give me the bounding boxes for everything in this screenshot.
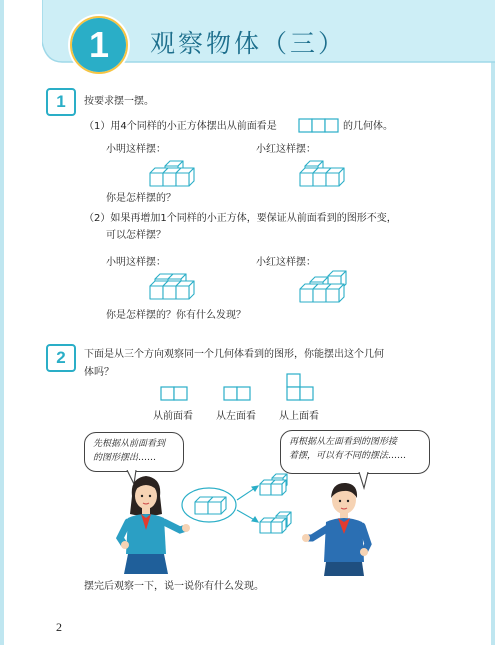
part-1-text-after: 的几何体。 bbox=[343, 121, 393, 132]
part-1-question: 你是怎样摆的？ bbox=[106, 193, 176, 204]
xiaohong-cubes-2 bbox=[298, 268, 362, 304]
view-label-front: 从前面看 bbox=[153, 411, 193, 422]
part-2-line-2: 可以怎样摆？ bbox=[106, 230, 166, 241]
page-title: 观察物体（三） bbox=[150, 29, 347, 58]
xiaohong-cubes-1 bbox=[298, 158, 358, 188]
boy-speech-line-1: 再根据从左面看到的图形接 bbox=[289, 437, 398, 447]
front-view-1x3-icon bbox=[298, 118, 340, 133]
boy-speech-line-2: 着摆，可以有不同的摆法…… bbox=[289, 451, 407, 461]
problem-2-number: 2 bbox=[46, 344, 76, 372]
problem-2-line-1: 下面是从三个方向观察同一个几何体看到的图形，你能摆出这个几何 bbox=[84, 349, 384, 360]
part-2-xiaoming-label: 小明这样摆： bbox=[106, 257, 166, 268]
right-border bbox=[491, 0, 495, 645]
view-label-top: 从上面看 bbox=[279, 411, 319, 422]
part-2-line-1: （2）如果再增加1个同样的小正方体，要保证从前面看到的图形不变， bbox=[84, 213, 397, 224]
xiaoming-cubes-1 bbox=[148, 158, 208, 188]
girl-speech-bubble bbox=[84, 432, 184, 472]
left-view-icon bbox=[223, 386, 253, 402]
boy-speech-bubble bbox=[280, 430, 430, 474]
lesson-badge bbox=[68, 14, 130, 76]
problem-1-number: 1 bbox=[46, 88, 76, 116]
option-b-cubes bbox=[258, 510, 298, 536]
front-view-icon bbox=[160, 386, 190, 402]
problem-2-line-2: 体吗？ bbox=[84, 367, 114, 378]
page-number: 2 bbox=[56, 620, 62, 634]
girl-speech-line-2: 的图形摆出…… bbox=[93, 453, 157, 463]
lesson-number: 1 bbox=[72, 18, 126, 72]
top-view-icon bbox=[286, 373, 316, 403]
part-1-text-before: （1）用4个同样的小正方体摆出从前面看是 bbox=[84, 121, 277, 132]
problem-1-instruction: 按要求摆一摆。 bbox=[84, 96, 154, 107]
girl-illustration bbox=[116, 474, 192, 574]
part-2-xiaohong-label: 小红这样摆： bbox=[256, 257, 316, 268]
part-1-xiaoming-label: 小明这样摆： bbox=[106, 144, 166, 155]
left-border bbox=[0, 0, 4, 645]
girl-speech-line-1: 先根据从前面看到 bbox=[93, 439, 166, 449]
option-a-cubes bbox=[258, 472, 294, 498]
xiaoming-cubes-2 bbox=[148, 271, 208, 301]
problem-2-conclusion: 摆完后观察一下，说一说你有什么发现。 bbox=[84, 581, 264, 592]
part-1-xiaohong-label: 小红这样摆： bbox=[256, 144, 316, 155]
boy-illustration bbox=[300, 480, 376, 576]
part-2-question: 你是怎样摆的？你有什么发现？ bbox=[106, 310, 246, 321]
view-label-left: 从左面看 bbox=[216, 411, 256, 422]
